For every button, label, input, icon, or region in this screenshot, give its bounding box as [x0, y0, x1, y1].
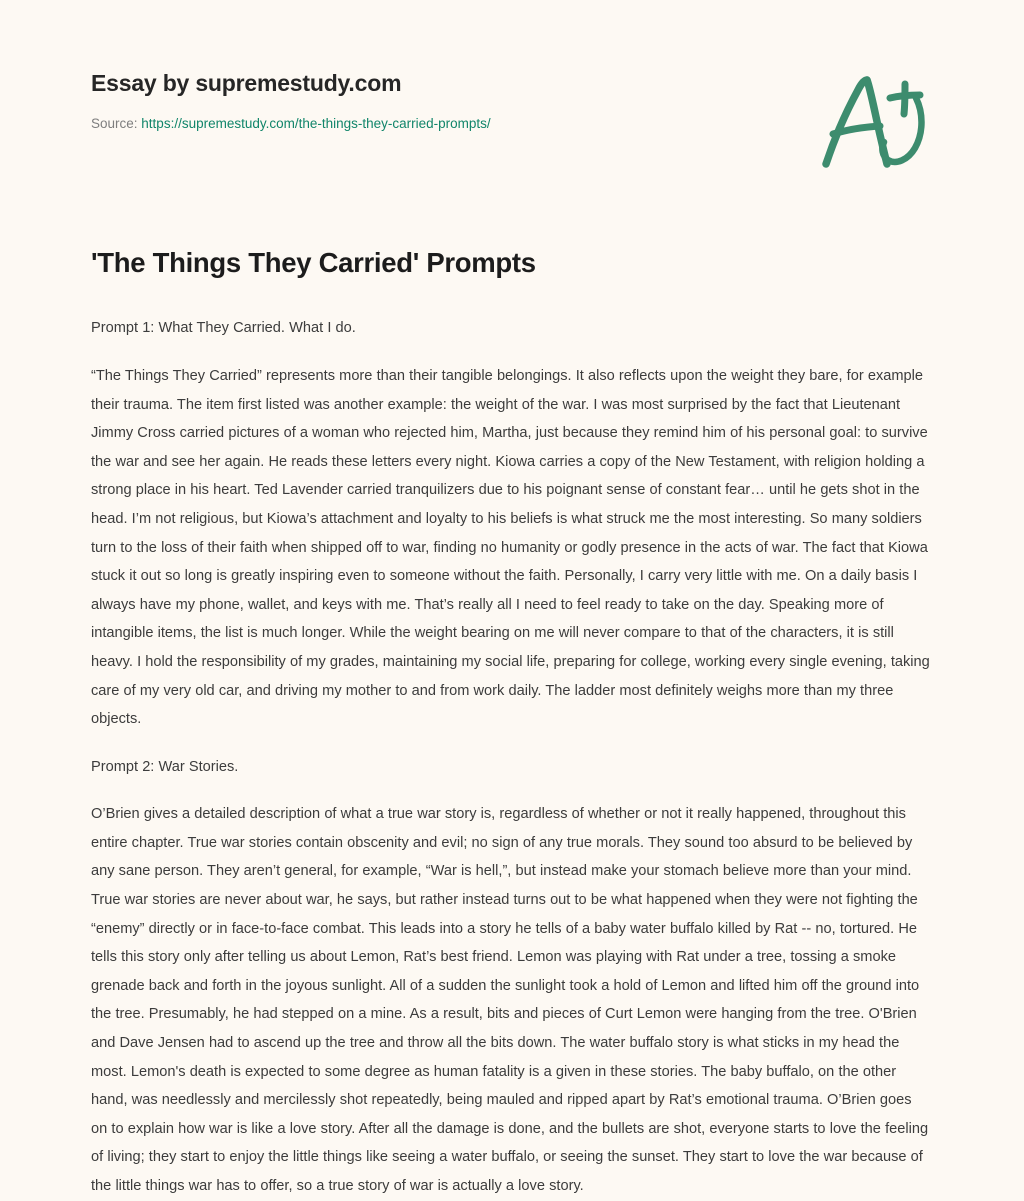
a-plus-logo-icon [812, 72, 936, 172]
source-line [91, 115, 691, 133]
page-title: 'The Things They Carried' Prompts [91, 247, 536, 278]
source-label: Source: [91, 115, 138, 131]
a-plus-logo-svg [812, 72, 936, 172]
header-text-block [91, 70, 691, 132]
source-url-link[interactable]: https://supremestudy.com/the-things-they-carried-prompts/ [141, 115, 491, 131]
prompt-2-heading: Prompt 2: War Stories. [91, 758, 239, 775]
prompt-1-heading: Prompt 1: What They Carried. What I do. [91, 320, 356, 337]
prompt-2-body: O’Brien gives a detailed description of what a true war story is, regardless of whether or not it really happened, throughout this entire chapter. True war stories contain obscenity and evil; no sign of any true morals. They sound too absurd to be believed by any sane person. They aren’t general, for example, “War is hell,”, but instead make your stomach believe more than your mind. True war stories are never about war, he says, but rather instead turns out to be what happened when they were not fighting the “enemy” directly or in face-to-face combat. This leads into a story he tells of a baby water buffalo killed by Rat -- no, tortured. He tells this story only after telling us about Lemon, Rat’s best friend. Lemon was playing with Rat under a tree, tossing a smoke grenade back and forth in the joyous sunlight. All of a sudden the sunlight took a hold of Lemon and lifted him off the ground into the tree. Presumably, he had stepped on a mine. As a result, bits and pieces of Curt Lemon were hanging from the tree. O'Brien and Dave Jensen had to ascend up the tree and throw all the bits down. The water buffalo story is what sticks in my head the most. Lemon's death is expected to some degree as human fatality is a given in these stories. The baby buffalo, on the other hand, was needlessly and mercilessly shot repeatedly, being mauled and ripped apart by Rat’s emotional trauma. O’Brien goes on to explain how war is like a love story. After all the damage is done, and the bullets are shot, everyone starts to love the feeling of living; they start to enjoy the little things like seeing a water buffalo, or seeing the sunset. They start to love the war because of the little things war has to offer, so a true story of war is actually a love story. [91, 806, 929, 1194]
prompt-1-body: “The Things They Carried” represents more than their tangible belongings. It also reflects upon the weight they bare, for example their trauma. The item first listed was another example: the weight of the war. I was most surprised by the fact that Lieutenant Jimmy Cross carried pictures of a woman who rejected him, Martha, just because they remind him of his personal goal: to survive the war and see her again. He reads these letters every night. Kiowa carries a copy of the New Testament, with religion holding a strong place in his heart. Ted Lavender carried tranquilizers due to his poignant sense of constant fear… until he gets shot in the head. I’m not religious, but Kiowa’s attachment and loyalty to his beliefs is what struck me the most interesting. So many soldiers turn to the loss of their faith when shipped off to war, finding no humanity or godly presence in the acts of war. The fact that Kiowa stuck it out so long is greatly inspiring even to someone without the faith. Personally, I carry very little with me. On a daily basis I always have my phone, wallet, and keys with me. That’s really all I need to feel ready to take on the day. Speaking more of intangible items, the list is much longer. While the weight bearing on me will never compare to that of the characters, it is still heavy. I hold the responsibility of my grades, maintaining my social life, preparing for college, working every single evening, taking care of my very old car, and driving my mother to and from work daily. The ladder most definitely weighs more than my three objects. [91, 367, 930, 728]
site-title: Essay by supremestudy.com [91, 70, 402, 96]
article-body [91, 246, 931, 1201]
document-header [0, 0, 1024, 200]
